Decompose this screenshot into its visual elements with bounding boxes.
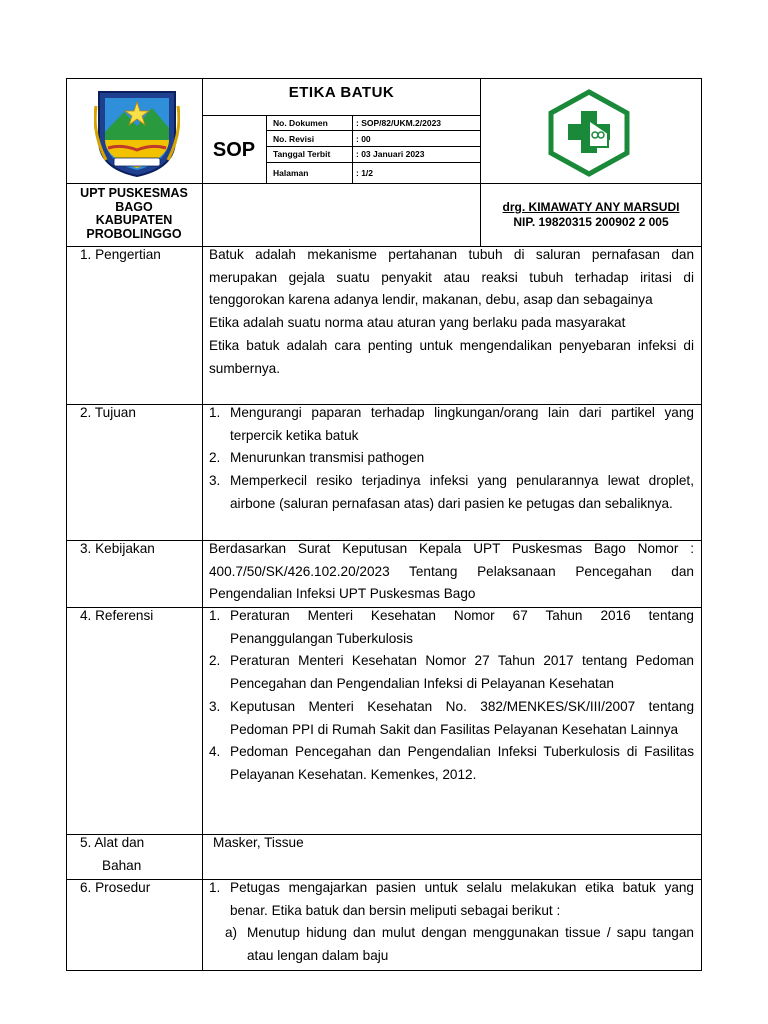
- sub-list-item: a) Menutup hidung dan mulut dengan menggunakan tissue / sapu tangan atau lengan dalam baju: [225, 925, 694, 964]
- paragraph: Etika batuk adalah cara penting untuk mengendalikan penyebaran infeksi di sumbernya.: [209, 337, 694, 376]
- section-label-pengertian: 1. Pengertian: [80, 247, 161, 262]
- meta-label-no-revisi: No. Revisi: [273, 134, 315, 144]
- list-item: 1. Peraturan Menteri Kesehatan Nomor 67 Tahun 2016 tentang Penanggulangan Tuberkulosis: [209, 608, 694, 646]
- section-label-tujuan: 2. Tujuan: [80, 405, 136, 420]
- section-body-referensi: [209, 605, 694, 787]
- org-line: PROBOLINGGO: [86, 226, 182, 241]
- divider: [266, 162, 481, 163]
- label-line: Bahan: [102, 857, 142, 873]
- section-body-tujuan: [209, 402, 694, 516]
- meta-value-no-revisi: : 00: [356, 134, 371, 144]
- org-line: KABUPATEN: [95, 213, 173, 227]
- frame-top: [66, 78, 702, 79]
- section-body-alat-dan-bahan: Masker, Tissue: [213, 835, 304, 850]
- signatory-name: drg. KIMAWATY ANY MARSUDI: [502, 200, 680, 214]
- meta-label-no-dokumen: No. Dokumen: [273, 118, 328, 128]
- list-item: 1. Mengurangi paparan terhadap lingkungan/orang lain dari partikel yang terpercik ketika batuk: [209, 405, 694, 443]
- org-name: [66, 187, 202, 241]
- label-line: 5. Alat dan: [80, 835, 145, 850]
- paragraph: Etika adalah suatu norma atau aturan yang berlaku pada masyarakat: [209, 315, 626, 331]
- divider: [266, 115, 267, 183]
- list-item: 4. Pedoman Pencegahan dan Pengendalian Infeksi Tuberkulosis di Fasilitas Pelayanan Kesehatan. Kemenkes, 2012.: [209, 744, 694, 782]
- list-item: 2. Menurunkan transmisi pathogen: [209, 450, 425, 466]
- org-line: BAGO: [115, 199, 153, 214]
- org-line: UPT PUSKESMAS: [80, 186, 188, 200]
- list-item: 3. Keputusan Menteri Kesehatan No. 382/MENKES/SK/III/2007 tentang Pedoman PPI di Rumah Sakit dan Fasilitas Pelayanan Kesehatan Lainnya: [209, 698, 694, 737]
- paragraph: Berdasarkan Surat Keputusan Kepala UPT Puskesmas Bago Nomor : 400.7/50/SK/426.102.20/2023 Tentang Pelaksanaan Pencegahan dan Pengendalian Infeksi UPT Puskesmas Bago: [209, 541, 694, 602]
- meta-label-tanggal-terbit: Tanggal Terbit: [273, 149, 331, 159]
- meta-label-halaman: Halaman: [273, 168, 309, 178]
- list-item: 1. Petugas mengajarkan pasien untuk selalu melakukan etika batuk yang benar. Etika batuk dan bersin meliputi sebagai berikut :: [209, 880, 694, 918]
- divider: [202, 78, 203, 971]
- signatory-nip: NIP. 19820315 200902 2 005: [513, 215, 669, 229]
- divider: [266, 146, 481, 147]
- section-label-prosedur: 6. Prosedur: [80, 880, 151, 895]
- frame-bottom: [66, 970, 702, 971]
- section-label-alat-dan-bahan: [80, 832, 144, 877]
- regency-crest-logo: [94, 88, 180, 178]
- sop-label: SOP: [212, 139, 256, 161]
- divider: [66, 183, 702, 184]
- list-item: 3. Memperkecil resiko terjadinya infeksi yang penularannya lewat droplet, airbone (saluran pernafasan atas) dari pasien ke petugas dan sebaliknya.: [209, 473, 694, 511]
- meta-value-halaman: : 1/2: [356, 168, 374, 178]
- document-title: ETIKA BATUK: [288, 84, 395, 101]
- meta-value-no-dokumen: : SOP/82/UKM.2/2023: [356, 118, 442, 128]
- meta-value-tanggal-terbit: : 03 Januari 2023: [356, 149, 425, 159]
- section-body-pengertian: [209, 244, 694, 380]
- section-label-referensi: 4. Referensi: [80, 608, 154, 623]
- divider: [352, 115, 353, 183]
- signatory: [480, 200, 702, 230]
- paragraph: Batuk adalah mekanisme pertahanan tubuh di saluran pernafasan dan merupakan gejala suatu penyakit atau reaksi tubuh terhadap iritasi di tenggorokan karena adanya lendir, makanan, debu, asap dan sebagainya: [209, 247, 694, 308]
- section-label-kebijakan: 3. Kebijakan: [80, 541, 155, 556]
- divider: [266, 130, 481, 131]
- section-body-prosedur: [209, 877, 694, 968]
- list-item: 2. Peraturan Menteri Kesehatan Nomor 27 Tahun 2017 tentang Pedoman Pencegahan dan Pengendalian Infeksi di Pelayanan Kesehatan: [209, 653, 694, 692]
- divider: [202, 115, 481, 116]
- section-body-kebijakan: [209, 538, 694, 606]
- puskesmas-logo: [546, 89, 632, 177]
